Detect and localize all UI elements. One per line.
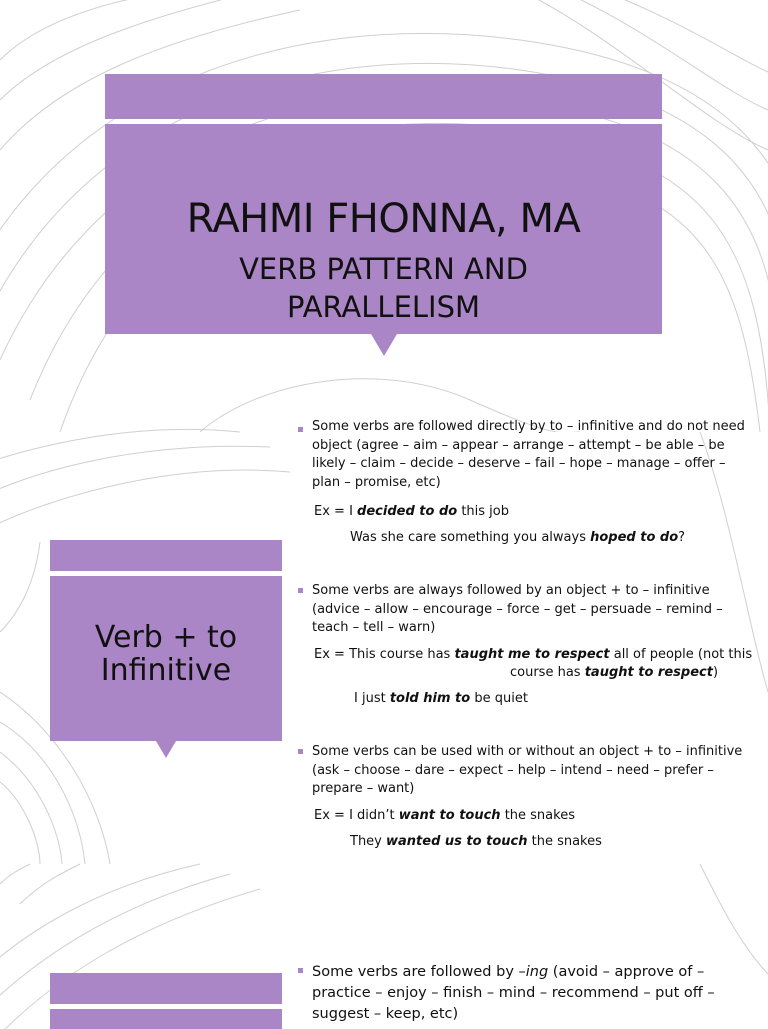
subtitle-line-2: PARALLELISM	[286, 290, 481, 324]
example-text: They	[350, 834, 387, 849]
section-banner-pointer	[156, 741, 176, 758]
bullet-marker	[298, 588, 303, 593]
example-text: course has	[510, 665, 585, 680]
example-emphasis: told him to	[389, 691, 471, 706]
title-slide	[0, 0, 768, 432]
example-line	[350, 529, 685, 548]
section-banner	[50, 1009, 282, 1029]
example-line	[314, 646, 752, 665]
example-line	[510, 664, 718, 683]
rule-text-gerund	[312, 962, 752, 1025]
infinitive-slide	[0, 419, 768, 864]
rule-text-2: Some verbs are always followed by an object + to – infinitive (advice – allow – encourage – force – get – persuade – remind – teach – tell – warn)	[312, 583, 723, 635]
example-emphasis: hoped to do	[590, 530, 679, 545]
example-emphasis: want to touch	[398, 808, 501, 823]
example-line	[350, 833, 602, 852]
section-title	[50, 621, 282, 687]
example-text: )	[712, 665, 719, 680]
example-text: all of people (not this	[609, 647, 753, 662]
example-emphasis: wanted us to touch	[386, 834, 528, 849]
example-text: be quiet	[470, 691, 528, 706]
section-title-line-2: Infinitive	[100, 653, 232, 688]
example-text: I just	[354, 691, 390, 706]
example-text: Ex = I didn’t	[314, 808, 399, 823]
example-line	[314, 807, 575, 826]
example-text: Was she care something you always	[350, 530, 591, 545]
section-banner-top	[50, 973, 282, 1004]
rule-emphasis: ing	[525, 964, 549, 980]
rule-text-1: Some verbs are followed directly by to – infinitive and do not need object (agree – aim – appear – arrange – attempt – be able – be likely – claim – decide – deserve – fail – hope – manage – offer – plan – promise, etc)	[312, 419, 745, 490]
bullet-marker	[298, 427, 303, 432]
presenter-name: RAHMI FHONNA, MA	[186, 196, 581, 242]
title-banner-pointer	[371, 334, 397, 356]
rule-text: (avoid – approve of – practice – enjoy – finish – mind – recommend – put off – suggest – keep, etc)	[312, 964, 715, 1022]
example-text: the snakes	[500, 808, 575, 823]
example-emphasis: taught me to respect	[454, 647, 610, 662]
example-text: the snakes	[527, 834, 602, 849]
rule-text-3: Some verbs can be used with or without an object + to – infinitive (ask – choose – dare – expect – help – intend – need – prefer – prepare – want)	[312, 744, 743, 796]
example-text: this job	[457, 504, 509, 519]
example-text: ?	[678, 530, 686, 545]
example-emphasis: decided to do	[357, 504, 458, 519]
example-line	[354, 690, 528, 709]
example-emphasis: taught to respect	[584, 665, 713, 680]
section-banner-top	[50, 540, 282, 571]
title-banner-top	[105, 74, 662, 119]
presentation-subtitle	[105, 250, 662, 326]
subtitle-line-1: VERB PATTERN AND	[239, 252, 528, 286]
rule-text: Some verbs are followed by –	[312, 964, 526, 980]
section-title-line-1: Verb + to	[94, 620, 238, 655]
bullet-marker	[298, 749, 303, 754]
example-line	[314, 503, 509, 522]
example-text: Ex = I	[314, 504, 358, 519]
gerund-slide	[0, 864, 768, 1024]
example-text: Ex = This course has	[314, 647, 455, 662]
bullet-marker	[298, 968, 303, 973]
